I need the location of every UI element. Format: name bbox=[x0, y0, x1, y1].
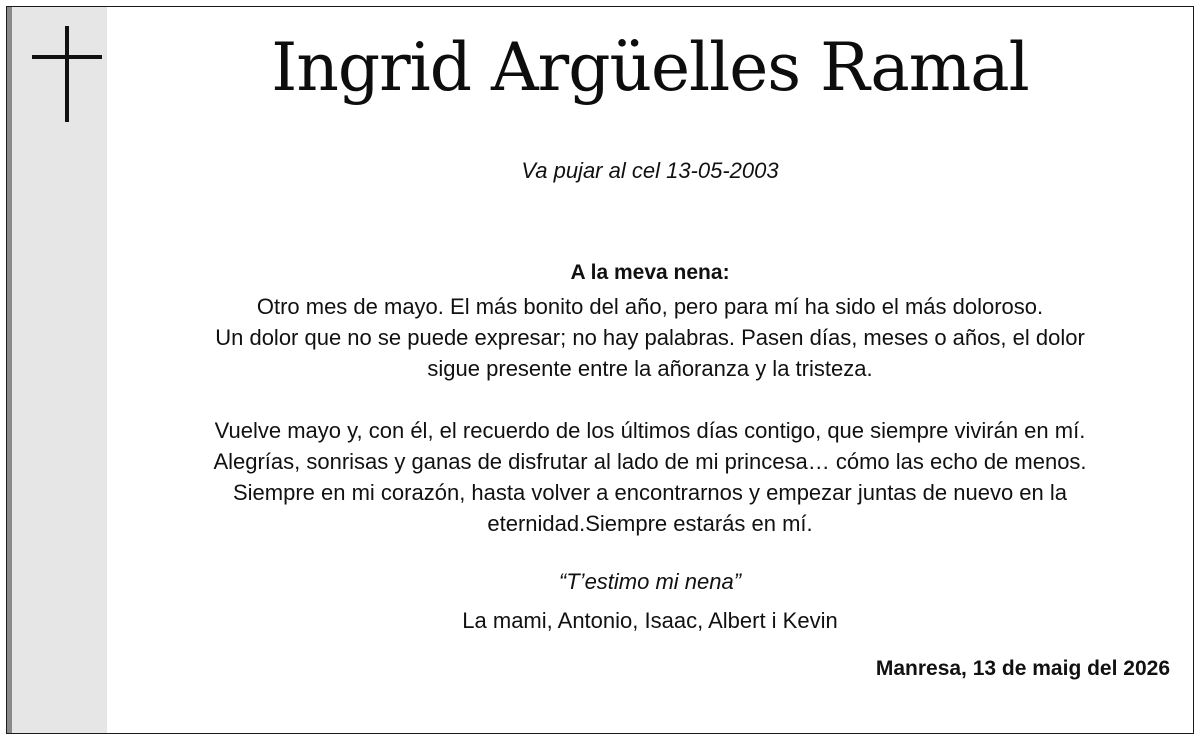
message-paragraph-2 bbox=[107, 415, 1193, 539]
message-paragraph-1 bbox=[107, 291, 1193, 384]
message-line: Alegrías, sonrisas y ganas de disfrutar al lado de mi princesa… cómo las echo de menos. bbox=[213, 449, 1087, 474]
death-date: Va pujar al cel 13-05-2003 bbox=[521, 158, 779, 183]
quote: “T’estimo mi nena” bbox=[558, 569, 742, 594]
obituary-card bbox=[6, 6, 1194, 734]
place-date: Manresa, 13 de maig del 2026 bbox=[875, 657, 1170, 680]
message-line: Vuelve mayo y, con él, el recuerdo de los últimos días contigo, que siempre vivirán en mí. bbox=[214, 418, 1086, 443]
message-line: Un dolor que no se puede expresar; no hay palabras. Pasen días, meses o años, el dolor bbox=[215, 325, 1085, 350]
message-line: eternidad.Siempre estarás en mí. bbox=[487, 511, 813, 536]
sidebar-band bbox=[7, 7, 107, 733]
deceased-name: Ingrid Argüelles Ramal bbox=[271, 29, 1029, 106]
message-line: sigue presente entre la añoranza y la tristeza. bbox=[427, 356, 873, 381]
salutation: A la meva nena: bbox=[570, 261, 730, 284]
cross-icon bbox=[32, 26, 102, 122]
family-signature: La mami, Antonio, Isaac, Albert i Kevin bbox=[462, 608, 838, 633]
notice-content bbox=[107, 7, 1193, 733]
message-line: Siempre en mi corazón, hasta volver a encontrarnos y empezar juntas de nuevo en la bbox=[232, 480, 1067, 505]
message-line: Otro mes de mayo. El más bonito del año, pero para mí ha sido el más doloroso. bbox=[256, 294, 1044, 319]
